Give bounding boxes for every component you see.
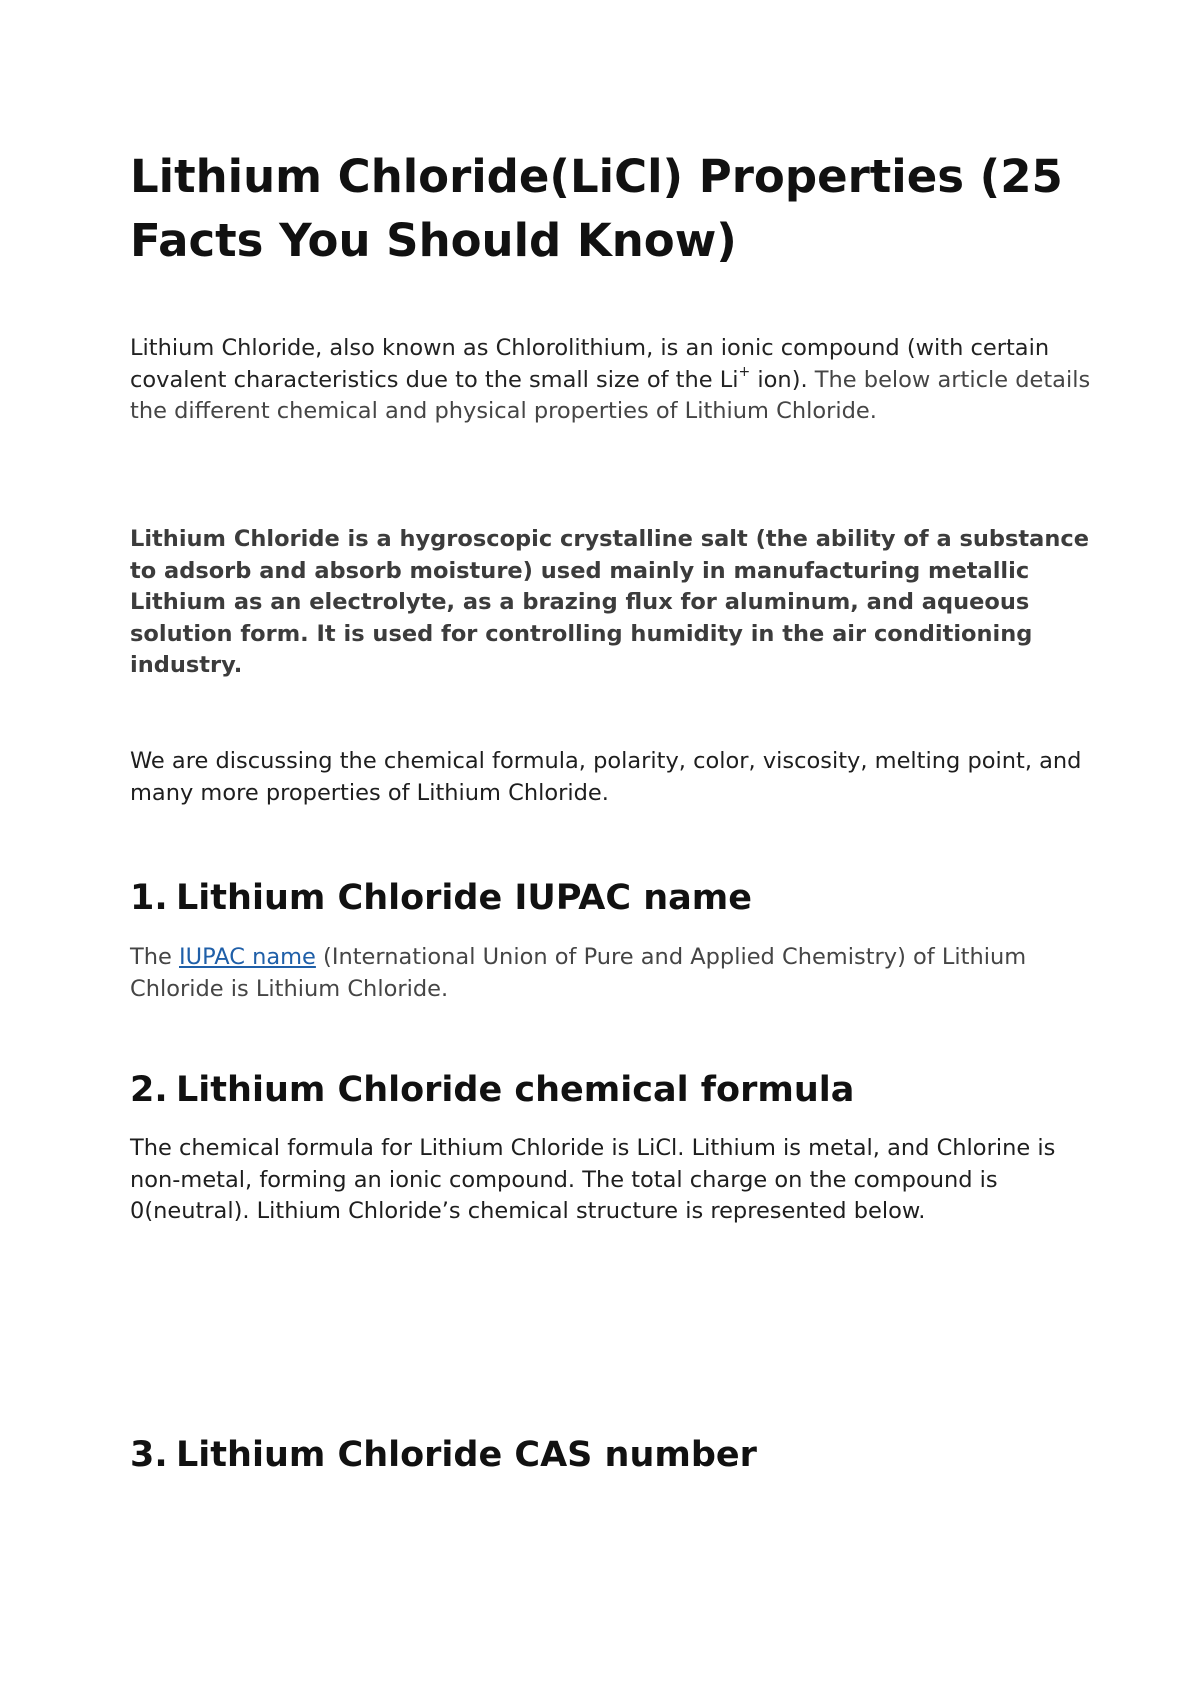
iupac-text-after: (International Union of Pure and Applied Chemistry) of Lithium Chloride is Lithium Chloride.	[130, 944, 1027, 1002]
intro-text-part3: The below article details the different chemical and physical properties of Lithium Chloride.	[130, 366, 1091, 424]
section-heading-formula	[130, 1068, 854, 1112]
section-heading-text: Lithium Chloride chemical formula	[176, 1070, 855, 1110]
section-heading-cas	[130, 1433, 757, 1477]
section-number: 3.	[130, 1435, 168, 1475]
intro-paragraph	[130, 333, 1110, 428]
intro-text-part2: ion).	[750, 366, 808, 393]
intro-text-part1: Lithium Chloride, also known as Chlorolithium, is an ionic compound (with certain covalent characteristics due to the small size of the Li	[130, 335, 1050, 393]
page-title: Lithium Chloride(LiCl) Properties (25 Facts You Should Know)	[130, 150, 1063, 267]
bold-summary-paragraph: Lithium Chloride is a hygroscopic crystalline salt (the ability of a substance to adsorb and absorb moisture) used mainly in manufacturing metallic Lithium as an electrolyte, as a brazing flux for aluminum, and aqueous solution form. It is used for controlling humidity in the air conditioning industry.	[130, 526, 1089, 678]
discussion-paragraph: We are discussing the chemical formula, polarity, color, viscosity, melting point, and many more properties of Lithium Chloride.	[130, 748, 1082, 806]
section-heading-text: Lithium Chloride IUPAC name	[176, 878, 752, 918]
section-number: 1.	[130, 878, 168, 918]
section-heading-text: Lithium Chloride CAS number	[176, 1435, 757, 1475]
intro-superscript: +	[738, 364, 751, 380]
iupac-text-before: The	[130, 944, 179, 970]
iupac-name-link[interactable]: IUPAC name	[179, 944, 316, 970]
section-heading-iupac	[130, 876, 752, 920]
iupac-paragraph	[130, 942, 1110, 1005]
formula-paragraph: The chemical formula for Lithium Chloride is LiCl. Lithium is metal, and Chlorine is non-metal, forming an ionic compound. The total charge on the compound is 0(neutral). Lithium Chloride’s chemical structure is represented below.	[130, 1135, 1056, 1224]
section-number: 2.	[130, 1070, 168, 1110]
